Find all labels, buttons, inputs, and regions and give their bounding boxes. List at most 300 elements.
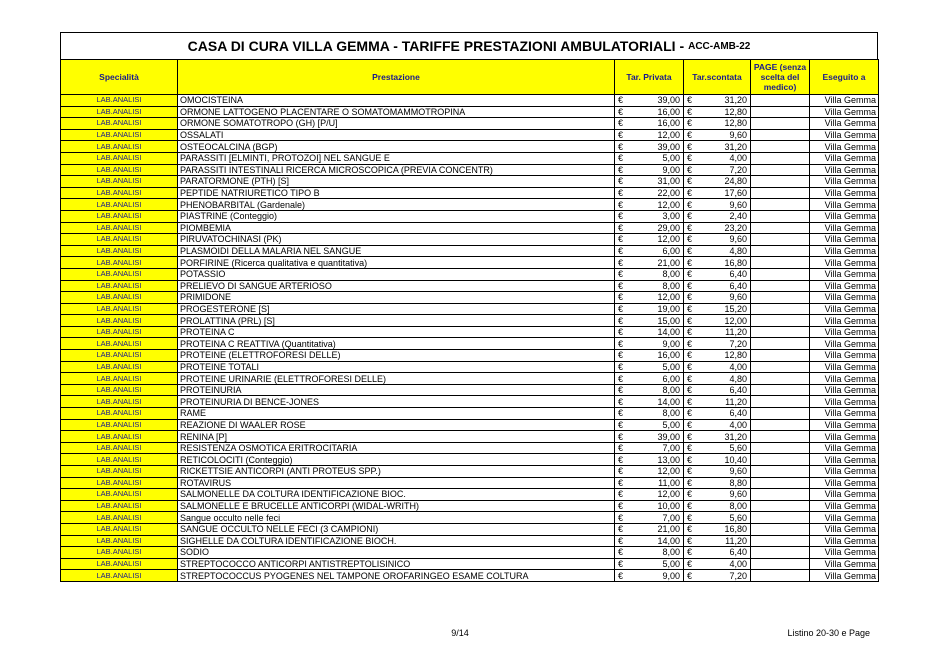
page-cell xyxy=(751,570,810,582)
tar-privata-cell xyxy=(615,500,684,512)
table-row xyxy=(61,373,879,385)
price-value: 6,40 xyxy=(729,385,747,396)
prestazione-cell: PROTEINA C xyxy=(178,326,615,338)
title-code: ACC-AMB-22 xyxy=(688,40,751,52)
eseguito-cell: Villa Gemma xyxy=(810,106,879,118)
specialita-cell: LAB.ANALISI xyxy=(61,373,178,385)
table-header-row xyxy=(61,60,879,95)
price-value: 12,00 xyxy=(724,315,747,326)
page-cell xyxy=(751,523,810,535)
price-value: 14,00 xyxy=(657,327,680,338)
currency-symbol: € xyxy=(618,338,624,349)
prestazione-cell: PRIMIDONE xyxy=(178,292,615,304)
tar-privata-cell xyxy=(615,558,684,570)
prestazione-cell: RICKETTSIE ANTICORPI (ANTI PROTEUS SPP.) xyxy=(178,466,615,478)
tar-scontata-cell xyxy=(684,442,751,454)
header-page: PAGE (senza scelta del medico) xyxy=(751,60,810,95)
prestazione-cell: PIOMBEMIA xyxy=(178,222,615,234)
eseguito-cell: Villa Gemma xyxy=(810,268,879,280)
table-row xyxy=(61,570,879,582)
specialita-cell: LAB.ANALISI xyxy=(61,292,178,304)
currency-symbol: € xyxy=(687,489,693,500)
prestazione-cell: PEPTIDE NATRIURETICO TIPO B xyxy=(178,187,615,199)
price-value: 12,80 xyxy=(724,350,747,361)
prestazione-cell: SALMONELLE DA COLTURA IDENTIFICAZIONE BIOC. xyxy=(178,489,615,501)
tar-privata-cell xyxy=(615,106,684,118)
currency-symbol: € xyxy=(687,269,693,280)
tar-scontata-cell xyxy=(684,164,751,176)
eseguito-cell: Villa Gemma xyxy=(810,500,879,512)
tar-privata-cell xyxy=(615,419,684,431)
page-cell xyxy=(751,210,810,222)
eseguito-cell: Villa Gemma xyxy=(810,466,879,478)
eseguito-cell: Villa Gemma xyxy=(810,257,879,269)
price-value: 5,00 xyxy=(662,153,680,164)
price-value: 6,00 xyxy=(662,246,680,257)
tar-privata-cell xyxy=(615,164,684,176)
price-value: 5,60 xyxy=(729,443,747,454)
price-value: 9,00 xyxy=(662,164,680,175)
tar-scontata-cell xyxy=(684,547,751,559)
currency-symbol: € xyxy=(687,570,693,581)
page-cell xyxy=(751,512,810,524)
tar-scontata-cell xyxy=(684,106,751,118)
table-row xyxy=(61,442,879,454)
specialita-cell: LAB.ANALISI xyxy=(61,454,178,466)
prestazione-cell: PLASMOIDI DELLA MALARIA NEL SANGUE xyxy=(178,245,615,257)
eseguito-cell: Villa Gemma xyxy=(810,280,879,292)
price-value: 6,40 xyxy=(729,269,747,280)
price-value: 11,20 xyxy=(725,396,747,407)
currency-symbol: € xyxy=(618,141,624,152)
page-cell xyxy=(751,431,810,443)
currency-symbol: € xyxy=(687,176,693,187)
tar-privata-cell xyxy=(615,350,684,362)
currency-symbol: € xyxy=(618,547,624,558)
table-row xyxy=(61,164,879,176)
header-prestazione: Prestazione xyxy=(178,60,615,95)
table-row xyxy=(61,187,879,199)
tar-privata-cell xyxy=(615,234,684,246)
table-row xyxy=(61,338,879,350)
table-row xyxy=(61,384,879,396)
currency-symbol: € xyxy=(618,535,624,546)
prestazione-cell: PROLATTINA (PRL) [S] xyxy=(178,315,615,327)
tar-scontata-cell xyxy=(684,350,751,362)
price-value: 16,00 xyxy=(657,118,680,129)
price-value: 7,20 xyxy=(729,164,747,175)
eseguito-cell: Villa Gemma xyxy=(810,210,879,222)
price-value: 21,00 xyxy=(657,257,680,268)
currency-symbol: € xyxy=(687,141,693,152)
price-value: 15,00 xyxy=(657,315,680,326)
eseguito-cell: Villa Gemma xyxy=(810,199,879,211)
eseguito-cell: Villa Gemma xyxy=(810,361,879,373)
price-value: 4,00 xyxy=(729,419,747,430)
eseguito-cell: Villa Gemma xyxy=(810,512,879,524)
prestazione-cell: STREPTOCOCCUS PYOGENES NEL TAMPONE OROFARINGEO ESAME COLTURA xyxy=(178,570,615,582)
specialita-cell: LAB.ANALISI xyxy=(61,315,178,327)
specialita-cell: LAB.ANALISI xyxy=(61,268,178,280)
price-value: 4,00 xyxy=(729,153,747,164)
price-value: 9,60 xyxy=(729,199,747,210)
prestazione-cell: REAZIONE DI WAALER ROSE xyxy=(178,419,615,431)
tar-scontata-cell xyxy=(684,95,751,107)
tar-privata-cell xyxy=(615,489,684,501)
price-value: 39,00 xyxy=(657,141,680,152)
table-row xyxy=(61,222,879,234)
page-cell xyxy=(751,106,810,118)
currency-symbol: € xyxy=(687,327,693,338)
tar-privata-cell xyxy=(615,512,684,524)
table-row xyxy=(61,350,879,362)
currency-symbol: € xyxy=(687,524,693,535)
currency-symbol: € xyxy=(618,454,624,465)
table-row xyxy=(61,489,879,501)
currency-symbol: € xyxy=(618,199,624,210)
prestazione-cell: Sangue occulto nelle feci xyxy=(178,512,615,524)
price-value: 9,60 xyxy=(729,292,747,303)
specialita-cell: LAB.ANALISI xyxy=(61,245,178,257)
price-value: 9,60 xyxy=(729,489,747,500)
tar-scontata-cell xyxy=(684,210,751,222)
price-value: 8,00 xyxy=(662,408,680,419)
price-value: 17,60 xyxy=(724,188,747,199)
price-value: 7,20 xyxy=(729,338,747,349)
tar-scontata-cell xyxy=(684,396,751,408)
eseguito-cell: Villa Gemma xyxy=(810,164,879,176)
price-value: 9,60 xyxy=(729,130,747,141)
prestazione-cell: RETICOLOCITI (Conteggio) xyxy=(178,454,615,466)
price-value: 19,00 xyxy=(657,303,680,314)
table-row xyxy=(61,315,879,327)
eseguito-cell: Villa Gemma xyxy=(810,326,879,338)
table-row xyxy=(61,396,879,408)
page-cell xyxy=(751,129,810,141)
price-value: 31,00 xyxy=(657,176,680,187)
eseguito-cell: Villa Gemma xyxy=(810,141,879,153)
eseguito-cell: Villa Gemma xyxy=(810,535,879,547)
page-cell xyxy=(751,384,810,396)
specialita-cell: LAB.ANALISI xyxy=(61,570,178,582)
listino-label: Listino 20-30 e Page xyxy=(787,628,870,638)
currency-symbol: € xyxy=(687,419,693,430)
tar-privata-cell xyxy=(615,384,684,396)
tar-scontata-cell xyxy=(684,466,751,478)
currency-symbol: € xyxy=(687,246,693,257)
currency-symbol: € xyxy=(687,350,693,361)
table-row xyxy=(61,431,879,443)
prestazione-cell: SALMONELLE E BRUCELLE ANTICORPI (WIDAL-WRITH) xyxy=(178,500,615,512)
prestazione-cell: PROTEINE TOTALI xyxy=(178,361,615,373)
currency-symbol: € xyxy=(618,408,624,419)
currency-symbol: € xyxy=(618,257,624,268)
currency-symbol: € xyxy=(618,118,624,129)
eseguito-cell: Villa Gemma xyxy=(810,419,879,431)
eseguito-cell: Villa Gemma xyxy=(810,245,879,257)
tar-scontata-cell xyxy=(684,141,751,153)
header-tar-scontata: Tar.scontata xyxy=(684,60,751,95)
tar-scontata-cell xyxy=(684,292,751,304)
prestazione-cell: SIGHELLE DA COLTURA IDENTIFICAZIONE BIOCH. xyxy=(178,535,615,547)
currency-symbol: € xyxy=(618,176,624,187)
price-value: 12,00 xyxy=(657,199,680,210)
currency-symbol: € xyxy=(687,153,693,164)
title-text: CASA DI CURA VILLA GEMMA - TARIFFE PRESTAZIONI AMBULATORIALI - xyxy=(187,38,685,54)
specialita-cell: LAB.ANALISI xyxy=(61,361,178,373)
table-row xyxy=(61,176,879,188)
specialita-cell: LAB.ANALISI xyxy=(61,187,178,199)
eseguito-cell: Villa Gemma xyxy=(810,384,879,396)
currency-symbol: € xyxy=(687,373,693,384)
price-value: 8,00 xyxy=(662,547,680,558)
eseguito-cell: Villa Gemma xyxy=(810,547,879,559)
specialita-cell: LAB.ANALISI xyxy=(61,118,178,130)
page-cell xyxy=(751,257,810,269)
currency-symbol: € xyxy=(618,188,624,199)
header-eseguito: Eseguito a xyxy=(810,60,879,95)
table-row xyxy=(61,129,879,141)
prestazione-cell: RESISTENZA OSMOTICA ERITROCITARIA xyxy=(178,442,615,454)
tar-privata-cell xyxy=(615,523,684,535)
currency-symbol: € xyxy=(618,443,624,454)
table-row xyxy=(61,280,879,292)
price-value: 12,00 xyxy=(657,130,680,141)
table-row xyxy=(61,466,879,478)
table-row xyxy=(61,292,879,304)
tar-privata-cell xyxy=(615,442,684,454)
eseguito-cell: Villa Gemma xyxy=(810,95,879,107)
tar-scontata-cell xyxy=(684,234,751,246)
currency-symbol: € xyxy=(687,95,693,106)
price-value: 24,80 xyxy=(724,176,747,187)
page-cell xyxy=(751,118,810,130)
table-row xyxy=(61,234,879,246)
currency-symbol: € xyxy=(618,512,624,523)
page-cell xyxy=(751,466,810,478)
prestazione-cell: PROTEINE URINARIE (ELETTROFORESI DELLE) xyxy=(178,373,615,385)
page-cell xyxy=(751,326,810,338)
table-row xyxy=(61,199,879,211)
tar-privata-cell xyxy=(615,373,684,385)
specialita-cell: LAB.ANALISI xyxy=(61,141,178,153)
eseguito-cell: Villa Gemma xyxy=(810,118,879,130)
table-row xyxy=(61,523,879,535)
price-value: 7,00 xyxy=(662,512,680,523)
price-value: 11,20 xyxy=(725,535,747,546)
price-value: 6,40 xyxy=(729,547,747,558)
price-value: 12,00 xyxy=(657,466,680,477)
prestazione-cell: PARASSITI INTESTINALI RICERCA MICROSCOPICA (PREVIA CONCENTR) xyxy=(178,164,615,176)
price-value: 11,00 xyxy=(658,477,680,488)
tar-scontata-cell xyxy=(684,489,751,501)
currency-symbol: € xyxy=(687,234,693,245)
tar-privata-cell xyxy=(615,477,684,489)
prestazione-cell: PROTEINE (ELETTROFORESI DELLE) xyxy=(178,350,615,362)
currency-symbol: € xyxy=(687,431,693,442)
tar-privata-cell xyxy=(615,129,684,141)
eseguito-cell: Villa Gemma xyxy=(810,408,879,420)
currency-symbol: € xyxy=(618,292,624,303)
tar-scontata-cell xyxy=(684,129,751,141)
tar-privata-cell xyxy=(615,152,684,164)
price-value: 10,40 xyxy=(724,454,747,465)
tar-scontata-cell xyxy=(684,384,751,396)
tar-privata-cell xyxy=(615,454,684,466)
page-cell xyxy=(751,547,810,559)
eseguito-cell: Villa Gemma xyxy=(810,152,879,164)
page-cell xyxy=(751,199,810,211)
price-value: 12,80 xyxy=(724,118,747,129)
currency-symbol: € xyxy=(687,547,693,558)
currency-symbol: € xyxy=(618,489,624,500)
currency-symbol: € xyxy=(618,95,624,106)
currency-symbol: € xyxy=(687,315,693,326)
prestazione-cell: PROTEINA C REATTIVA (Quantitativa) xyxy=(178,338,615,350)
tar-scontata-cell xyxy=(684,512,751,524)
table-row xyxy=(61,326,879,338)
specialita-cell: LAB.ANALISI xyxy=(61,384,178,396)
specialita-cell: LAB.ANALISI xyxy=(61,350,178,362)
specialita-cell: LAB.ANALISI xyxy=(61,95,178,107)
table-row xyxy=(61,152,879,164)
currency-symbol: € xyxy=(687,396,693,407)
currency-symbol: € xyxy=(618,153,624,164)
tar-privata-cell xyxy=(615,431,684,443)
specialita-cell: LAB.ANALISI xyxy=(61,558,178,570)
prestazione-cell: OMOCISTEINA xyxy=(178,95,615,107)
prestazione-cell: ORMONE LATTOGENO PLACENTARE O SOMATOMAMMOTROPINA xyxy=(178,106,615,118)
currency-symbol: € xyxy=(687,188,693,199)
currency-symbol: € xyxy=(687,292,693,303)
eseguito-cell: Villa Gemma xyxy=(810,373,879,385)
table-row xyxy=(61,268,879,280)
tar-privata-cell xyxy=(615,118,684,130)
tar-privata-cell xyxy=(615,326,684,338)
currency-symbol: € xyxy=(618,269,624,280)
page-cell xyxy=(751,442,810,454)
price-value: 3,00 xyxy=(662,211,680,222)
prestazione-cell: PIASTRINE (Conteggio) xyxy=(178,210,615,222)
page-cell xyxy=(751,558,810,570)
table-row xyxy=(61,419,879,431)
prestazione-cell: POTASSIO xyxy=(178,268,615,280)
currency-symbol: € xyxy=(687,443,693,454)
table-row xyxy=(61,245,879,257)
eseguito-cell: Villa Gemma xyxy=(810,442,879,454)
currency-symbol: € xyxy=(618,431,624,442)
price-value: 5,00 xyxy=(662,361,680,372)
page-cell xyxy=(751,234,810,246)
tar-privata-cell xyxy=(615,466,684,478)
eseguito-cell: Villa Gemma xyxy=(810,350,879,362)
page-cell xyxy=(751,489,810,501)
price-value: 7,20 xyxy=(729,570,747,581)
page-cell xyxy=(751,176,810,188)
tar-privata-cell xyxy=(615,245,684,257)
price-value: 31,20 xyxy=(724,431,747,442)
prestazione-cell: PARATORMONE (PTH) [S] xyxy=(178,176,615,188)
prestazione-cell: ORMONE SOMATOTROPO (GH) [P/U] xyxy=(178,118,615,130)
currency-symbol: € xyxy=(618,501,624,512)
currency-symbol: € xyxy=(687,280,693,291)
price-value: 9,60 xyxy=(729,466,747,477)
price-value: 10,00 xyxy=(657,501,680,512)
price-value: 5,00 xyxy=(662,559,680,570)
currency-symbol: € xyxy=(687,118,693,129)
prestazione-cell: PARASSITI [ELMINTI, PROTOZOI] NEL SANGUE E xyxy=(178,152,615,164)
page-cell xyxy=(751,95,810,107)
specialita-cell: LAB.ANALISI xyxy=(61,280,178,292)
table-row xyxy=(61,303,879,315)
specialita-cell: LAB.ANALISI xyxy=(61,477,178,489)
tar-scontata-cell xyxy=(684,222,751,234)
specialita-cell: LAB.ANALISI xyxy=(61,210,178,222)
tar-privata-cell xyxy=(615,338,684,350)
currency-symbol: € xyxy=(687,211,693,222)
tar-privata-cell xyxy=(615,176,684,188)
tar-scontata-cell xyxy=(684,280,751,292)
price-value: 23,20 xyxy=(724,222,747,233)
currency-symbol: € xyxy=(618,559,624,570)
currency-symbol: € xyxy=(687,222,693,233)
prestazione-cell: OSSALATI xyxy=(178,129,615,141)
currency-symbol: € xyxy=(618,373,624,384)
tar-scontata-cell xyxy=(684,558,751,570)
eseguito-cell: Villa Gemma xyxy=(810,176,879,188)
prestazione-cell: PRELIEVO DI SANGUE ARTERIOSO xyxy=(178,280,615,292)
tar-privata-cell xyxy=(615,95,684,107)
specialita-cell: LAB.ANALISI xyxy=(61,523,178,535)
tar-scontata-cell xyxy=(684,152,751,164)
currency-symbol: € xyxy=(618,222,624,233)
currency-symbol: € xyxy=(618,315,624,326)
price-value: 9,00 xyxy=(662,338,680,349)
price-value: 14,00 xyxy=(657,535,680,546)
currency-symbol: € xyxy=(618,106,624,117)
specialita-cell: LAB.ANALISI xyxy=(61,222,178,234)
price-value: 8,80 xyxy=(729,477,747,488)
eseguito-cell: Villa Gemma xyxy=(810,523,879,535)
tar-privata-cell xyxy=(615,570,684,582)
price-value: 16,80 xyxy=(724,524,747,535)
tar-scontata-cell xyxy=(684,419,751,431)
specialita-cell: LAB.ANALISI xyxy=(61,326,178,338)
currency-symbol: € xyxy=(618,419,624,430)
currency-symbol: € xyxy=(618,130,624,141)
currency-symbol: € xyxy=(687,501,693,512)
table-row xyxy=(61,547,879,559)
specialita-cell: LAB.ANALISI xyxy=(61,257,178,269)
specialita-cell: LAB.ANALISI xyxy=(61,338,178,350)
currency-symbol: € xyxy=(687,164,693,175)
tar-scontata-cell xyxy=(684,176,751,188)
document-title xyxy=(60,32,878,59)
page-cell xyxy=(751,396,810,408)
price-value: 14,00 xyxy=(657,396,680,407)
eseguito-cell: Villa Gemma xyxy=(810,431,879,443)
price-value: 16,00 xyxy=(657,106,680,117)
prestazione-cell: PROTEINURIA xyxy=(178,384,615,396)
price-value: 4,80 xyxy=(729,373,747,384)
prestazione-cell: OSTEOCALCINA (BGP) xyxy=(178,141,615,153)
eseguito-cell: Villa Gemma xyxy=(810,338,879,350)
page-cell xyxy=(751,303,810,315)
currency-symbol: € xyxy=(618,280,624,291)
tar-privata-cell xyxy=(615,257,684,269)
price-value: 16,00 xyxy=(657,350,680,361)
tar-privata-cell xyxy=(615,361,684,373)
